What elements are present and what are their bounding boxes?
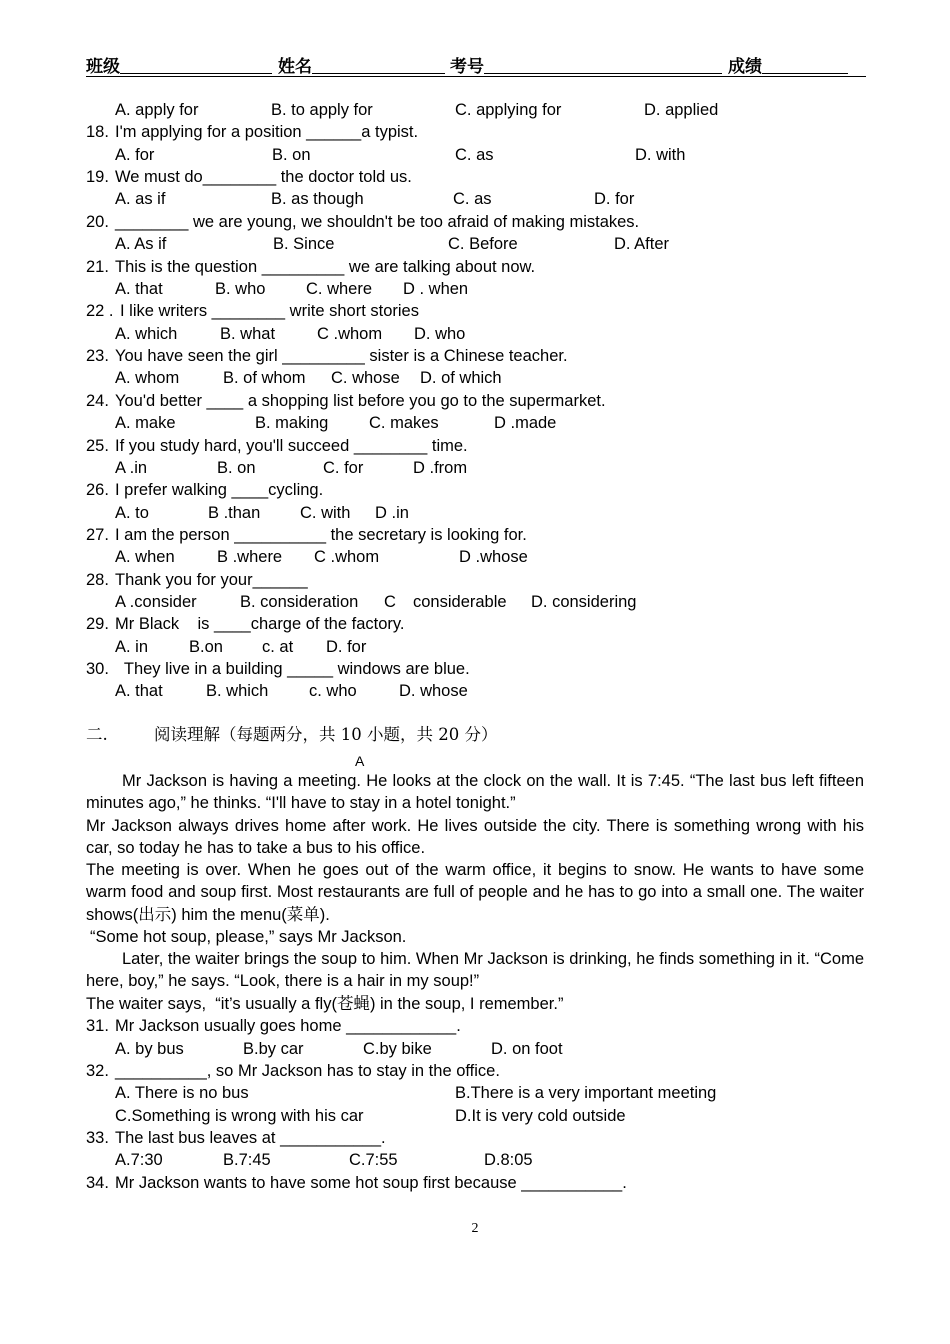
question-number: 25. [86, 437, 109, 455]
question-text: If you study hard, you'll succeed ________ time. [115, 437, 468, 455]
option: B. to apply for [271, 101, 373, 119]
name-blank [312, 57, 445, 74]
option: D . when [403, 280, 469, 298]
question-text: I am the person __________ the secretary is looking for. [115, 526, 527, 544]
option: D. of which [420, 369, 502, 387]
option: D. whose [399, 682, 468, 700]
option: C .whom [317, 325, 383, 343]
question-number: 23. [86, 347, 109, 365]
question-text: __________, so Mr Jackson has to stay in the office. [115, 1062, 500, 1080]
score-blank [762, 57, 848, 74]
option: c. at [262, 638, 294, 656]
option: D. who [414, 325, 466, 343]
question-text: We must do________ the doctor told us. [115, 168, 412, 186]
option: B.on [189, 638, 223, 656]
question-number: 32. [86, 1062, 109, 1080]
option: D. for [326, 638, 367, 656]
option: B .than [208, 504, 261, 522]
option: B. of whom [223, 369, 306, 387]
option: C .whom [314, 548, 380, 566]
id-field [450, 52, 722, 77]
passage-paragraph: Mr Jackson is having a meeting. He looks at the clock on the wall. It is 7:45. “The last bus left fifteen minutes ago,” he thinks. “I'll have to stay in a hotel tonight.” [86, 772, 864, 813]
option: B. Since [273, 235, 335, 253]
option: A. by bus [115, 1040, 184, 1058]
option: D. with [635, 146, 686, 164]
question-number: 30. [86, 660, 109, 678]
option: C. applying for [455, 101, 562, 119]
passage-paragraph: “Some hot soup, please,” says Mr Jackson. [90, 928, 407, 946]
option: A.7:30 [115, 1151, 163, 1169]
option: A. that [115, 280, 163, 298]
option: considerable [413, 593, 507, 611]
option: A .consider [115, 593, 197, 611]
option: C. for [323, 459, 364, 477]
option: A. which [115, 325, 178, 343]
question-number: 24. [86, 392, 109, 410]
option: C. as [453, 190, 492, 208]
option: A. that [115, 682, 163, 700]
option: B.There is a very important meeting [455, 1084, 717, 1102]
option: B. on [217, 459, 256, 477]
option: B. who [215, 280, 266, 298]
class-field [86, 52, 272, 77]
option: c. who [309, 682, 357, 700]
option: D. After [614, 235, 670, 253]
option: A. whom [115, 369, 180, 387]
option: D .whose [459, 548, 528, 566]
option: A. as if [115, 190, 166, 208]
option: A. As if [115, 235, 167, 253]
page-number: 2 [471, 1221, 479, 1236]
option: D. on foot [491, 1040, 563, 1058]
question-text: You'd better ____ a shopping list before you go to the supermarket. [115, 392, 606, 410]
question-text: You have seen the girl _________ sister is a Chinese teacher. [115, 347, 568, 365]
question-text: Mr Black is ____charge of the factory. [115, 615, 405, 633]
question-number: 22 . [86, 302, 114, 320]
exam-header [86, 52, 866, 77]
section-title: 阅读理解（每题两分，共 10 小题，共 20 分） [154, 725, 498, 744]
question-text: Mr Jackson usually goes home ____________. [115, 1017, 461, 1035]
passage-paragraph: Later, the waiter brings the soup to him. When Mr Jackson is drinking, he finds something in it. “Come here, boy,” he says. “Look, there is a hair in my soup!” [86, 950, 864, 991]
option: C.7:55 [349, 1151, 398, 1169]
option: D.It is very cold outside [455, 1107, 626, 1125]
option: C. whose [331, 369, 400, 387]
question-number: 21. [86, 258, 109, 276]
option: B. on [272, 146, 311, 164]
question-text: This is the question _________ we are talking about now. [115, 258, 536, 276]
score-field [728, 52, 848, 77]
question-text: They live in a building _____ windows are blue. [115, 660, 470, 678]
option: C. where [306, 280, 373, 298]
question-number: 28. [86, 571, 109, 589]
option: C. as [455, 146, 494, 164]
name-label: 姓名 [278, 57, 312, 76]
question-text: I prefer walking ____cycling. [115, 481, 324, 499]
option: B. making [255, 414, 329, 432]
option: D. for [594, 190, 635, 208]
option: C. makes [369, 414, 439, 432]
option: A. in [115, 638, 149, 656]
option: B. which [206, 682, 269, 700]
passage-paragraph: The waiter says, “it’s usually a fly(苍蝇) in the soup, I remember.” [86, 995, 564, 1013]
question-text: ________ we are young, we shouldn't be too afraid of making mistakes. [115, 213, 640, 231]
option: D .from [413, 459, 468, 477]
option: B. what [220, 325, 276, 343]
question-text: Mr Jackson wants to have some hot soup first because ___________. [115, 1174, 627, 1192]
option: D. considering [531, 593, 637, 611]
question-number: 18. [86, 123, 109, 141]
id-blank [484, 57, 722, 74]
question-text: I'm applying for a position ______a typist. [115, 123, 419, 141]
option: B .where [217, 548, 283, 566]
option: A. for [115, 146, 155, 164]
question-number: 34. [86, 1174, 109, 1192]
option: D. applied [644, 101, 719, 119]
question-text: Thank you for your______ [115, 571, 308, 589]
question-number: 31. [86, 1017, 109, 1035]
question-number: 26. [86, 481, 109, 499]
id-label: 考号 [450, 57, 484, 76]
option: C. Before [448, 235, 518, 253]
option: B. consideration [240, 593, 359, 611]
class-blank [120, 57, 272, 74]
option: A. There is no bus [115, 1084, 249, 1102]
question-text: The last bus leaves at ___________. [115, 1129, 386, 1147]
option: D .made [494, 414, 557, 432]
option: D .in [375, 504, 409, 522]
option: A .in [115, 459, 148, 477]
option: C. with [300, 504, 351, 522]
passage-paragraph: Mr Jackson always drives home after work. He lives outside the city. There is something wrong with his car, so today he has to take a bus to his office. [86, 817, 864, 858]
question-number: 27. [86, 526, 109, 544]
option: C.Something is wrong with his car [115, 1107, 364, 1125]
option: A. to [115, 504, 149, 522]
question-text: I like writers ________ write short stories [120, 302, 419, 320]
option: A. make [115, 414, 176, 432]
option: B.7:45 [223, 1151, 271, 1169]
class-label: 班级 [86, 57, 120, 76]
passage-label: A [355, 753, 365, 769]
option: D.8:05 [484, 1151, 533, 1169]
score-label: 成绩 [728, 57, 762, 76]
option: C.by bike [363, 1040, 432, 1058]
option: B.by car [243, 1040, 304, 1058]
question-number: 20. [86, 213, 109, 231]
option: A. apply for [115, 101, 199, 119]
passage-paragraph: The meeting is over. When he goes out of the warm office, it begins to snow. He wants to have some warm food and soup first. Most restaurants are full of people and he has to go into a small one. The waiter shows(出示) him the menu(菜单). [86, 861, 864, 924]
option: A. when [115, 548, 175, 566]
question-number: 29. [86, 615, 109, 633]
question-number: 19. [86, 168, 109, 186]
option: B. as though [271, 190, 364, 208]
option: C [384, 593, 396, 611]
name-field [278, 52, 445, 77]
section-number: 二. [86, 725, 108, 744]
question-number: 33. [86, 1129, 109, 1147]
